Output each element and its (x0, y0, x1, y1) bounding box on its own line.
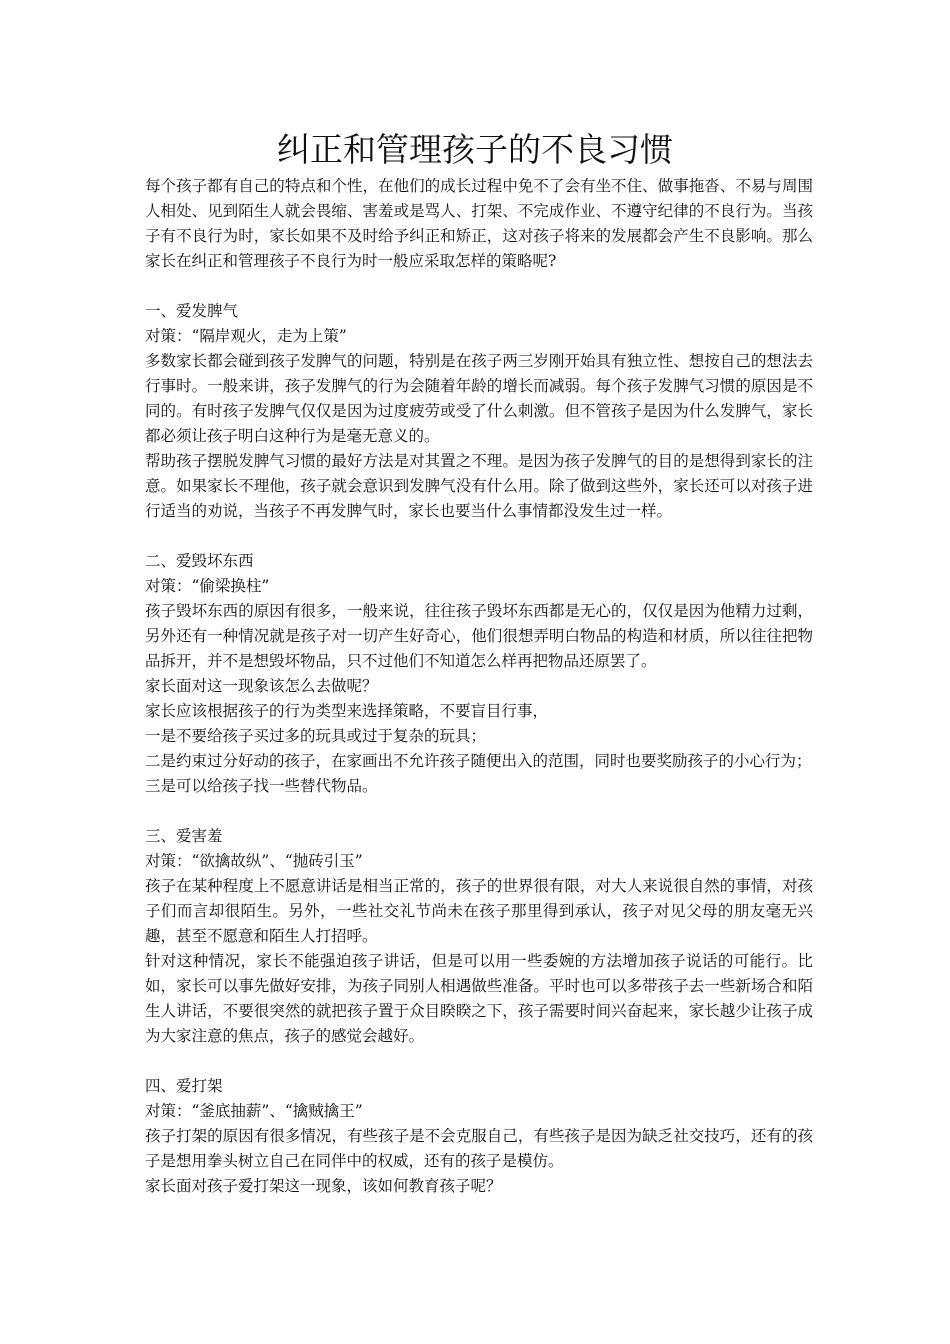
section-paragraph: 家长应该根据孩子的行为类型来选择策略，不要盲目行事， (145, 702, 549, 720)
section-paragraph: 家长面对这一现象该怎么去做呢？ (145, 677, 378, 695)
section-strategy: 对策：“偷梁换柱” (145, 577, 270, 595)
intro-paragraph: 每个孩子都有自己的特点和个性，在他们的成长过程中免不了会有坐不住、做事拖沓、不易与周围人相处、见到陌生人就会畏缩、害羞或是骂人、打架、不完成作业、不遵守纪律的不良行为。当孩子有不良行为时，家长如果不及时给予纠正和矫正，这对孩子将来的发展都会产生不良影响。那么家长在纠正和管理孩子不良行为时一般应采取怎样的策略呢? (145, 177, 813, 270)
page-title: 纠正和管理孩子的不良习惯 (277, 130, 673, 169)
section-paragraph: 孩子毁坏东西的原因有很多，一般来说，往往孩子毁坏东西都是无心的，仅仅是因为他精力过剩，另外还有一种情况就是孩子对一切产生好奇心，他们很想弄明白物品的构造和材质，所以往往把物品拆开，并不是想毁坏物品，只不过他们不知道怎么样再把物品还原罢了。 (145, 602, 813, 670)
section-paragraph: 孩子打架的原因有很多情况，有些孩子是不会克服自己，有些孩子是因为缺乏社交技巧，还有的孩子是想用拳头树立自己在同伴中的权威，还有的孩子是模仿。 (145, 1127, 813, 1170)
section-strategy: 对策：“欲擒故纵”、“抛砖引玉” (145, 852, 363, 870)
section-heading: 一、爱发脾气 (145, 302, 239, 320)
document-body (145, 174, 813, 1199)
section-paragraph: 家长面对孩子爱打架这一现象，该如何教育孩子呢？ (145, 1177, 502, 1195)
section-paragraph: 帮助孩子摆脱发脾气习惯的最好方法是对其置之不理。是因为孩子发脾气的目的是想得到家长的注意。如果家长不理他，孩子就会意识到发脾气没有什么用。除了做到这些外，家长还可以对孩子进行适当的劝说，当孩子不再发脾气时，家长也要当什么事情都没发生过一样。 (145, 452, 813, 520)
section-strategy: 对策：“釜底抽薪”、“擒贼擒王” (145, 1102, 363, 1120)
section-heading: 四、爱打架 (145, 1077, 223, 1095)
section-heading: 二、爱毁坏东西 (145, 552, 254, 570)
section-paragraph: 三是可以给孩子找一些替代物品。 (145, 777, 378, 795)
section-paragraph: 针对这种情况，家长不能强迫孩子讲话，但是可以用一些委婉的方法增加孩子说话的可能行。比如，家长可以事先做好安排，为孩子同别人相遇做些准备。平时也可以多带孩子去一些新场合和陌生人讲话，不要很突然的就把孩子置于众目睽睽之下，孩子需要时间兴奋起来，家长越少让孩子成为大家注意的焦点，孩子的感觉会越好。 (145, 952, 813, 1045)
section-strategy: 对策：“隔岸观火，走为上策” (145, 327, 347, 345)
section-paragraph: 孩子在某种程度上不愿意讲话是相当正常的，孩子的世界很有限，对大人来说很自然的事情，对孩子们而言却很陌生。另外，一些社交礼节尚未在孩子那里得到承认，孩子对见父母的朋友毫无兴趣，甚至不愿意和陌生人打招呼。 (145, 877, 813, 945)
section-heading: 三、爱害羞 (145, 827, 223, 845)
section-paragraph: 多数家长都会碰到孩子发脾气的问题，特别是在孩子两三岁刚开始具有独立性、想按自己的想法去行事时。一般来讲，孩子发脾气的行为会随着年龄的增长而减弱。每个孩子发脾气习惯的原因是不同的。有时孩子发脾气仅仅是因为过度疲劳或受了什么刺激。但不管孩子是因为什么发脾气，家长都必须让孩子明白这种行为是毫无意义的。 (145, 352, 813, 445)
section-paragraph: 二是约束过分好动的孩子，在家画出不允许孩子随便出入的范围，同时也要奖励孩子的小心行为； (145, 752, 812, 770)
section-paragraph: 一是不要给孩子买过多的玩具或过于复杂的玩具； (145, 727, 487, 745)
